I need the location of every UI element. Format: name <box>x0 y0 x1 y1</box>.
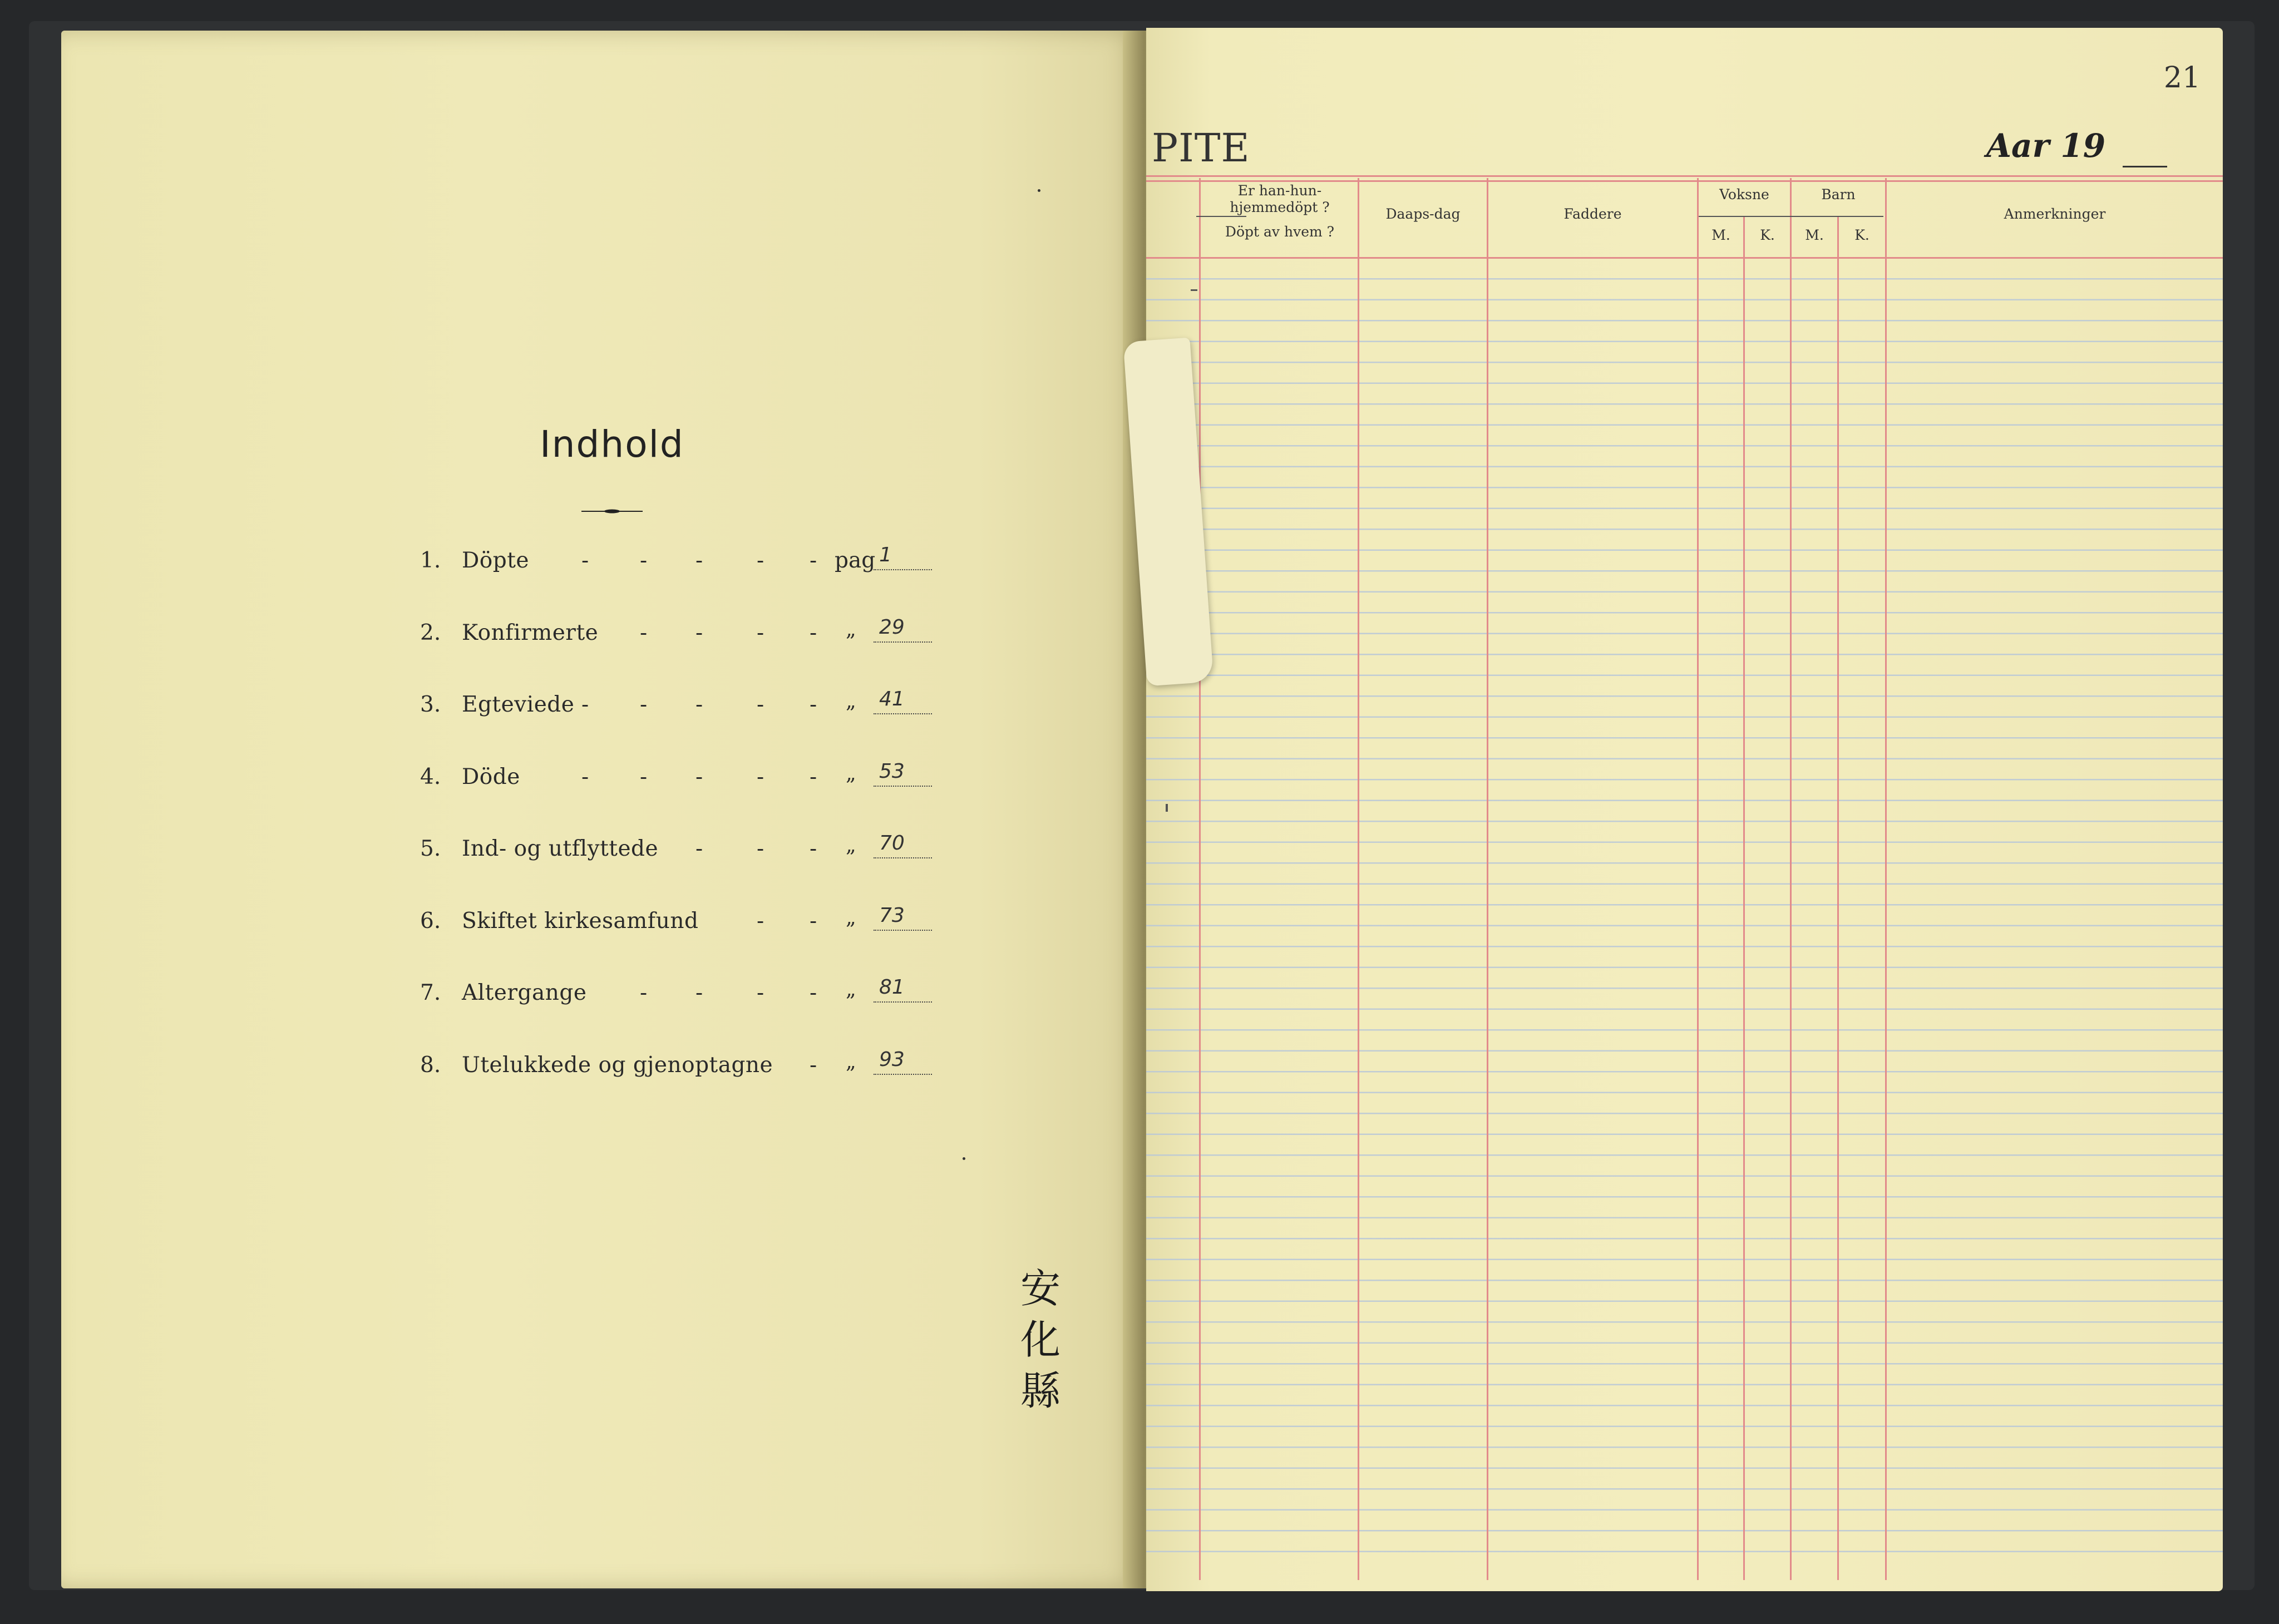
leader-dash: - <box>757 548 764 573</box>
toc-page-number: 81 <box>874 976 932 1003</box>
leader-dash: - <box>640 548 648 573</box>
column-header-barn: Barn <box>1821 186 1856 203</box>
toc-row <box>359 759 971 837</box>
toc-label: Döpte <box>462 548 529 573</box>
leader-dash: - <box>757 980 764 1005</box>
table-of-contents <box>359 544 971 1124</box>
right-page <box>1146 28 2223 1591</box>
column-header-barn-m: M. <box>1805 227 1824 243</box>
toc-page-number: 53 <box>874 760 932 787</box>
column-rule <box>1487 178 1488 1580</box>
toc-row <box>359 1048 971 1125</box>
ink-mark <box>1191 289 1197 291</box>
leader-dash: - <box>810 548 817 573</box>
toc-label: Utelukkede og gjenoptagne <box>462 1052 773 1078</box>
year-label: Aar 19 <box>1986 127 2106 165</box>
leader-dash: - <box>757 908 764 934</box>
leader-dash: - <box>695 548 703 573</box>
column-header-barn-k: K. <box>1854 227 1869 243</box>
toc-row <box>359 688 971 764</box>
leader-dash: - <box>757 692 764 717</box>
toc-label: Skiftet kirkesamfund <box>462 908 699 934</box>
stamp-char: 安 <box>1020 1265 1060 1312</box>
ornament-divider <box>581 509 643 514</box>
header-rule-top <box>1146 175 2223 177</box>
toc-page-prefix: „ <box>846 762 856 785</box>
toc-number: 2. <box>420 620 441 645</box>
toc-label: Egteviede <box>462 692 575 717</box>
leader-dash: - <box>695 692 703 717</box>
toc-number: 1. <box>420 548 441 573</box>
toc-number: 6. <box>420 908 441 934</box>
leader-dash: - <box>640 692 648 717</box>
toc-number: 5. <box>420 836 441 861</box>
paper-speck <box>963 1157 965 1160</box>
column-header-voksne: Voksne <box>1719 186 1769 203</box>
leader-dash: - <box>695 620 703 645</box>
toc-page-prefix: pag <box>835 548 876 573</box>
toc-label: Altergange <box>462 980 587 1005</box>
leader-dash: - <box>757 836 764 861</box>
header-rule-top <box>1146 180 2223 182</box>
leader-dash: - <box>581 764 589 789</box>
leader-dash: - <box>810 836 817 861</box>
left-page <box>61 31 1138 1588</box>
stamp-char: 縣 <box>1020 1368 1060 1414</box>
toc-page-prefix: „ <box>846 834 856 857</box>
toc-page-number: 93 <box>874 1048 932 1075</box>
column-header-anmerkninger: Anmerkninger <box>2004 206 2106 222</box>
toc-page-prefix: „ <box>846 1050 856 1073</box>
toc-page-number: 73 <box>874 904 932 931</box>
leader-dash: - <box>695 764 703 789</box>
toc-row <box>359 615 971 693</box>
toc-page-number: 1 <box>874 544 932 570</box>
toc-row <box>359 832 971 909</box>
toc-number: 3. <box>420 692 441 717</box>
leader-dash: - <box>810 1052 817 1078</box>
toc-page-number: 70 <box>874 832 932 858</box>
column-header-daaps-dag: Daaps-dag <box>1385 206 1461 222</box>
toc-number: 7. <box>420 980 441 1005</box>
leader-dash: - <box>810 764 817 789</box>
toc-page-prefix: „ <box>846 618 856 641</box>
leader-dash: - <box>810 692 817 717</box>
toc-label: Döde <box>462 764 520 789</box>
column-rule <box>1885 178 1887 1580</box>
column-header-faddere: Faddere <box>1563 206 1622 222</box>
page-number: 21 <box>2163 61 2201 95</box>
column-rule <box>1837 217 1839 1580</box>
header-sub-rule <box>1699 216 1883 217</box>
column-header-baptized: Er han-hun- hjemmedöpt ? Döpt av hvem ? <box>1225 182 1335 240</box>
toc-label: Konfirmerte <box>462 620 599 645</box>
toc-number: 8. <box>420 1052 441 1078</box>
ink-mark <box>1166 804 1168 812</box>
toc-row <box>359 976 971 1053</box>
column-rule <box>1697 178 1699 1580</box>
leader-dash: - <box>640 620 648 645</box>
leader-dash: - <box>757 620 764 645</box>
leader-dash: - <box>810 620 817 645</box>
column-header-voksne-k: K. <box>1760 227 1775 243</box>
parish-heading: PITE <box>1152 125 1250 171</box>
column-rule <box>1790 178 1792 1580</box>
toc-page-prefix: „ <box>846 690 856 713</box>
stamp-char: 化 <box>1020 1316 1060 1363</box>
toc-row <box>359 904 971 981</box>
page-title: Indhold <box>540 423 684 466</box>
leader-dash: - <box>810 980 817 1005</box>
column-rule <box>1358 178 1359 1580</box>
toc-page-prefix: „ <box>846 906 856 929</box>
column-rule <box>1743 217 1745 1580</box>
column-rule <box>1199 178 1201 1580</box>
ruled-lines <box>1146 259 2223 1569</box>
leader-dash: - <box>581 548 589 573</box>
toc-page-number: 29 <box>874 616 932 643</box>
toc-row <box>359 544 971 620</box>
header-rule-bottom <box>1146 257 2223 259</box>
leader-dash: - <box>640 980 648 1005</box>
paper-speck <box>1038 189 1040 192</box>
leader-dash: - <box>810 908 817 934</box>
column-header-voksne-m: M. <box>1711 227 1730 243</box>
leader-dash: - <box>640 764 648 789</box>
leader-dash: - <box>581 692 589 717</box>
leader-dash: - <box>695 836 703 861</box>
seal-stamp <box>1013 1263 1068 1416</box>
toc-label: Ind- og utflyttede <box>462 836 659 861</box>
toc-page-prefix: „ <box>846 978 856 1001</box>
leader-dash: - <box>757 764 764 789</box>
toc-page-number: 41 <box>874 688 932 714</box>
year-fill-line <box>2123 166 2167 167</box>
toc-number: 4. <box>420 764 441 789</box>
leader-dash: - <box>695 980 703 1005</box>
